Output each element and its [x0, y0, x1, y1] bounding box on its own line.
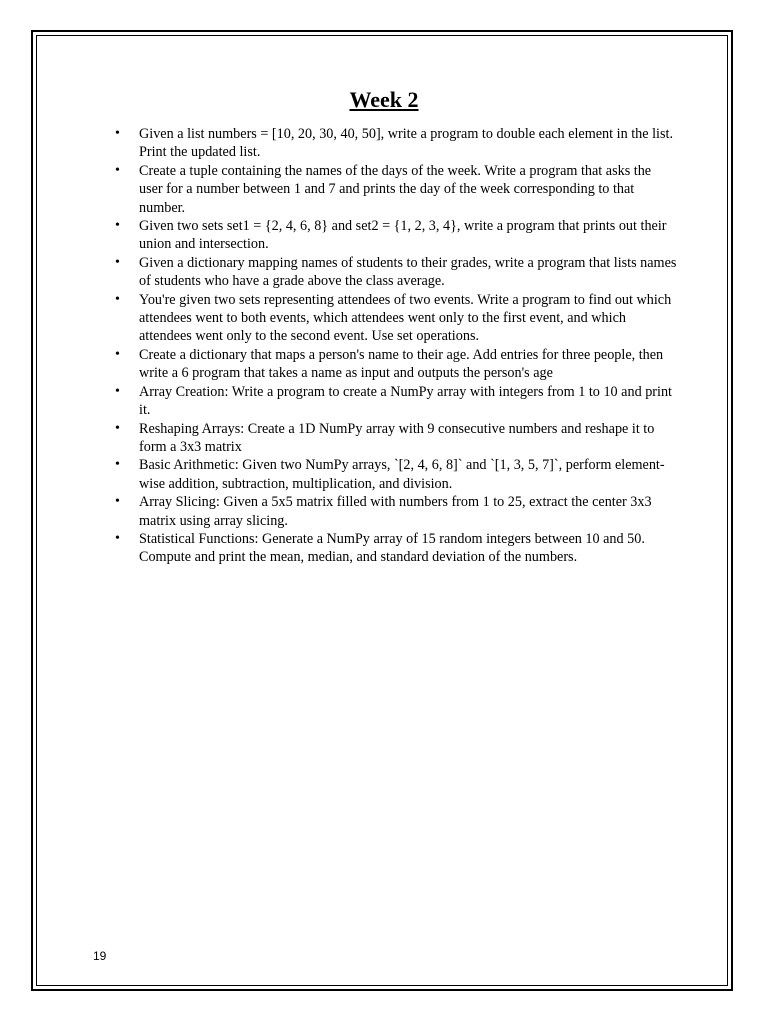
task-item — [112, 383, 678, 420]
task-item — [112, 420, 678, 457]
bullet-icon: • — [115, 420, 120, 436]
task-text: Given a dictionary mapping names of students to their grades, write a program that lists names of students who have a grade above the class average. — [139, 254, 677, 290]
bullet-icon: • — [115, 383, 120, 399]
bullet-icon: • — [115, 291, 120, 307]
task-item — [112, 530, 678, 567]
bullet-icon: • — [115, 126, 120, 141]
task-text: Create a tuple containing the names of the days of the week. Write a program that asks the user for a number between 1 and 7 and prints the day of the week corresponding to that number. — [139, 162, 652, 216]
bullet-icon: • — [115, 162, 120, 178]
task-text: Create a dictionary that maps a person's name to their age. Add entries for three people, then write a 6 program that takes a name as input and outputs the person's age — [139, 346, 664, 382]
task-text: Array Slicing: Given a 5x5 matrix filled with numbers from 1 to 25, extract the center 3x3 matrix using array slicing. — [139, 494, 652, 529]
task-list — [112, 125, 678, 567]
bullet-icon: • — [115, 346, 120, 362]
page-title: Week 2 — [349, 87, 419, 112]
task-item — [112, 254, 678, 291]
task-text: You're given two sets representing attendees of two events. Write a program to find out which attendees went to both events, which attendees went only to the first event, and which attendees went only to the second event. Use set operations. — [139, 291, 672, 345]
task-text: Reshaping Arrays: Create a 1D NumPy array with 9 consecutive numbers and reshape it to form a 3x3 matrix — [139, 420, 655, 455]
task-text: Array Creation: Write a program to create a NumPy array with integers from 1 to 10 and print it. — [139, 383, 673, 419]
task-text: Statistical Functions: Generate a NumPy array of 15 random integers between 10 and 50. Compute and print the mean, median, and standard deviation of the numbers. — [139, 530, 645, 566]
bullet-icon: • — [115, 218, 120, 234]
task-text: Given two sets set1 = {2, 4, 6, 8} and set2 = {1, 2, 3, 4}, write a program that prints out their union and intersection. — [139, 218, 667, 253]
bullet-icon: • — [115, 530, 120, 546]
task-item — [112, 162, 678, 217]
task-item — [112, 291, 678, 346]
task-text: Basic Arithmetic: Given two NumPy arrays, `[2, 4, 6, 8]` and `[1, 3, 5, 7]`, perform element-wise addition, subtraction, multiplication, and division. — [139, 457, 665, 492]
task-item — [112, 456, 678, 493]
task-item — [112, 346, 678, 383]
bullet-icon: • — [115, 457, 120, 473]
task-text: Given a list numbers = [10, 20, 30, 40, 50], write a program to double each element in the list. Print the updated list. — [139, 126, 673, 161]
task-item — [112, 217, 678, 254]
task-item — [112, 125, 678, 162]
bullet-icon: • — [115, 254, 120, 270]
page-number: 19 — [93, 949, 107, 963]
task-item — [112, 493, 678, 530]
bullet-icon: • — [115, 494, 120, 510]
